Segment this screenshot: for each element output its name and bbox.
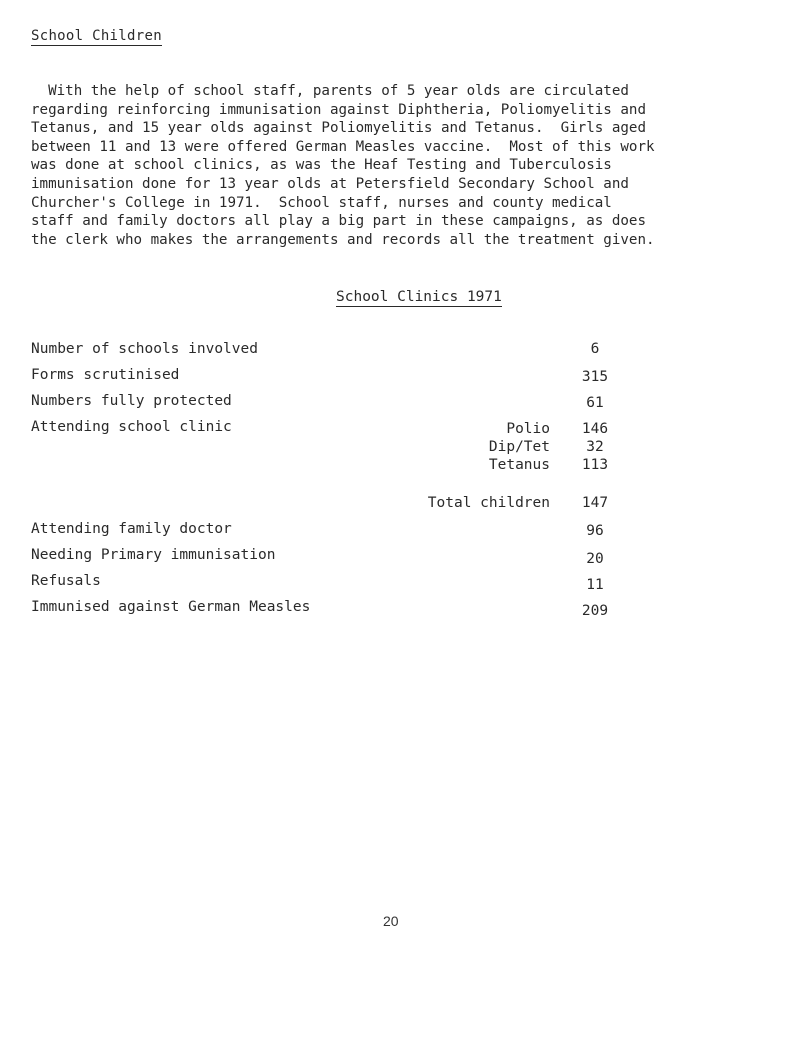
row-value-forms-scrutinised: 315: [581, 369, 609, 385]
table-title: School Clinics 1971: [336, 289, 502, 305]
row-value-schools-involved: 6: [590, 341, 600, 357]
intro-line: between 11 and 13 were offered German Measles vaccine. Most of this work: [31, 138, 655, 155]
intro-line: was done at school clinics, as was the Heaf Testing and Tuberculosis: [31, 157, 612, 174]
intro-line: With the help of school staff, parents of 5 year olds are circulated: [31, 83, 629, 99]
intro-line: staff and family doctors all play a big part in these campaigns, as does: [31, 213, 646, 230]
sub-label-dip-tet: Dip/Tet: [488, 439, 550, 455]
row-value-german-measles: 209: [581, 603, 609, 619]
total-children-label: Total children: [427, 495, 550, 511]
row-value-family-doctor: 96: [586, 523, 604, 539]
sub-label-polio: Polio: [506, 421, 550, 437]
row-value-needing-primary: 20: [586, 551, 604, 567]
row-value-refusals: 11: [586, 577, 604, 593]
row-value-fully-protected: 61: [586, 395, 604, 411]
page-number: 20: [383, 913, 399, 929]
sub-value-tetanus: 113: [581, 457, 609, 473]
section-heading: School Children: [31, 28, 162, 44]
intro-line: regarding reinforcing immunisation against Diphtheria, Poliomyelitis and: [31, 101, 646, 118]
sub-label-tetanus: Tetanus: [488, 457, 550, 473]
row-label-refusals: Refusals: [31, 573, 101, 589]
intro-paragraph: [31, 82, 771, 249]
intro-line: Tetanus, and 15 year olds against Poliomyelitis and Tetanus. Girls aged: [31, 120, 646, 137]
intro-line: the clerk who makes the arrangements and records all the treatment given.: [31, 231, 655, 248]
row-label-attending-school-clinic: Attending school clinic: [31, 419, 232, 435]
row-label-forms-scrutinised: Forms scrutinised: [31, 367, 180, 383]
row-label-german-measles: Immunised against German Measles: [31, 599, 311, 615]
row-label-family-doctor: Attending family doctor: [31, 521, 232, 537]
row-label-fully-protected: Numbers fully protected: [31, 393, 232, 409]
row-label-schools-involved: Number of schools involved: [31, 341, 258, 357]
total-children-value: 147: [581, 495, 609, 511]
row-label-needing-primary: Needing Primary immunisation: [31, 547, 276, 563]
intro-line: immunisation done for 13 year olds at Petersfield Secondary School and: [31, 175, 629, 192]
sub-value-polio: 146: [581, 421, 609, 437]
intro-line: Churcher's College in 1971. School staff, nurses and county medical: [31, 194, 612, 211]
sub-value-dip-tet: 32: [586, 439, 604, 455]
